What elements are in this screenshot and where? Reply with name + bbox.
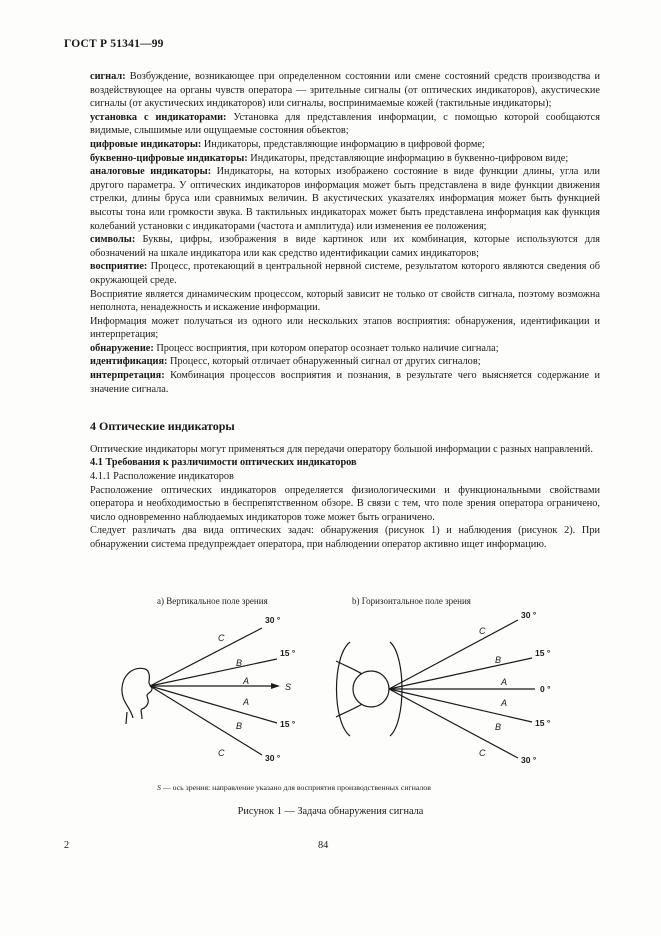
figure-note-text: — ось зрения: направление указано для восприятия производственных сигналов	[160, 783, 431, 792]
label-c-top-right: C	[479, 626, 486, 636]
axis-arrowhead	[271, 683, 280, 689]
section-paragraph: Расположение оптических индикаторов определяется физиологическими и функциональными свойствами оператора и необходимостью в беспрепятственном обзоре. В связи с тем, что поле зрения оператора ограничено, число одновременно наблюдаемых индикаторов тоже может быть ограничено.	[90, 484, 600, 523]
definition-text: Процесс, протекающий в центральной нервной системе, результатом которого являются сведения об окружающей среде.	[90, 261, 600, 286]
figure-note	[157, 783, 431, 792]
perception-definition-item	[90, 355, 600, 369]
subsection-title: 4.1 Требования к различимости оптических индикаторов	[90, 457, 357, 469]
definition-term: символы:	[90, 234, 136, 246]
definition-term: буквенно-цифровые индикаторы:	[90, 152, 248, 164]
definition-term: интерпретация:	[90, 370, 165, 382]
label-s-axis: S	[285, 682, 292, 692]
label-0-right: 0 °	[540, 684, 551, 694]
definition-text: Индикаторы, на которых изображено состояние в виде функции длины, угла или другого параметра. У оптических индикаторов информация может быть представлена в виде функции движения стрелки, длины бруса или сравнимых величин. В акустических указателях информация может быть функцией высоты тона или громкости звука. В тактильных индикаторах может быть представлена информация как функция колебаний установки с индикаторами (частота и амплитуда) или изменения ее положения;	[90, 166, 600, 232]
head-profile-icon	[122, 668, 152, 724]
label-a-top-right: A	[501, 677, 508, 687]
definition-text: Буквы, цифры, изображения в виде картинок или их комбинация, которые используются для обозначений на шкале индикатора или как средство идентификации самих индикаторов;	[90, 234, 600, 259]
label-30-top-right: 30 °	[521, 610, 537, 620]
label-15-bottom-left: 15 °	[280, 719, 296, 729]
definition-term: цифровые индикаторы:	[90, 138, 202, 150]
definition-text: Процесс восприятия, при котором оператор осознает только наличие сигнала;	[153, 342, 499, 354]
figure-diagram	[100, 606, 570, 786]
definitions-list-a	[90, 70, 600, 288]
definition-item	[90, 233, 600, 260]
figure-note-symbol: S	[157, 783, 161, 792]
label-c-bottom-right: C	[479, 748, 486, 758]
label-b-top: B	[236, 658, 243, 668]
definition-item	[90, 260, 600, 287]
definitions-list-b	[90, 342, 600, 396]
definition-text: Возбуждение, возникающее при определенном состоянии или смене состояний средств производства и воздействующее на органы чувств оператора — зрительные сигналы (от оптических индикаторов), акустические сигналы (от акустических индикаторов) или сигналы, воспринимаемые кожей (тактильные индикаторы);	[90, 71, 600, 110]
section-intro	[90, 443, 600, 457]
page-number-left: 2	[64, 840, 70, 851]
definition-item	[90, 138, 600, 152]
section-intro-text: Оптические индикаторы могут применяться для передачи оператору большой информации с разных направлений.	[90, 443, 593, 455]
definition-item	[90, 70, 600, 111]
page-body	[90, 70, 600, 552]
label-30-bottom-left: 30 °	[265, 753, 281, 763]
figure-right-title: b) Горизонтальное поле зрения	[352, 596, 471, 606]
definition-item	[90, 152, 600, 166]
figure-1	[100, 596, 570, 786]
body-paragraph: Информация может получаться из одного или нескольких этапов восприятия: обнаружения, идентификации и интерпретация;	[90, 315, 600, 341]
body-paragraph: Восприятие является динамическим процессом, который зависит не только от свойств сигнала, поэтому возможна неполнота, ненадежность и искажение информации.	[90, 288, 600, 314]
definition-term: сигнал:	[90, 71, 126, 82]
definition-text: Процесс, который отличает обнаруженный сигнал от других сигналов;	[167, 356, 481, 368]
vertical-field-rays	[150, 628, 277, 755]
standard-header: ГОСТ Р 51341—99	[64, 38, 164, 50]
label-a-bottom-right: A	[501, 698, 508, 708]
definition-item	[90, 165, 600, 233]
definition-text: Индикаторы, представляющие информацию в цифровой форме;	[201, 138, 485, 150]
label-b-top-right: B	[495, 655, 502, 665]
definition-item	[90, 111, 600, 138]
label-30-bottom-right: 30 °	[521, 755, 537, 765]
definition-text: Индикаторы, представляющие информацию в буквенно-цифровом виде;	[247, 152, 569, 164]
perception-definition-item	[90, 342, 600, 356]
definition-text: Комбинация процессов восприятия и познания, в результате чего выясняется содержание и значение сигнала.	[90, 370, 600, 395]
paragraphs-b	[90, 484, 600, 552]
horizontal-field-rays	[389, 620, 535, 758]
label-15-bottom-right: 15 °	[535, 718, 551, 728]
label-15-top-right: 15 °	[535, 648, 551, 658]
figure-caption: Рисунок 1 — Задача обнаружения сигнала	[237, 806, 424, 817]
subsubsection-title: 4.1.1 Расположение индикаторов	[90, 471, 234, 483]
label-a-bottom: A	[243, 697, 250, 707]
section-paragraph: Следует различать два вида оптических задач: обнаружения (рисунок 1) и наблюдения (рисунок 2). При обнаружении система предупреждает оператора, при наблюдении оператор активно ищет информацию.	[90, 525, 600, 550]
label-a-top: A	[243, 676, 250, 686]
definition-term: обнаружение:	[90, 342, 154, 354]
definition-term: аналоговые индикаторы:	[90, 166, 212, 178]
section-title: 4 Оптические индикаторы	[90, 419, 235, 434]
label-b-bottom-right: B	[495, 722, 502, 732]
paragraphs-a	[90, 288, 600, 342]
definition-term: восприятие:	[90, 261, 148, 273]
label-c-bottom: C	[218, 748, 225, 758]
page-number-center: 84	[318, 840, 329, 851]
definition-term: установка с индикаторами:	[90, 111, 227, 123]
label-c-top: C	[218, 633, 225, 643]
label-30-top-left: 30 °	[265, 615, 281, 625]
definition-term: идентификация:	[90, 356, 168, 368]
label-15-top-left: 15 °	[280, 648, 296, 658]
figure-left-title: а) Вертикальное поле зрения	[157, 596, 268, 606]
perception-definition-item	[90, 369, 600, 396]
definition-text: Установка для представления информации, с помощью которой сообщаются видимые, слышимые или ощущаемые состояния объектов;	[90, 111, 600, 137]
label-b-bottom: B	[236, 721, 243, 731]
